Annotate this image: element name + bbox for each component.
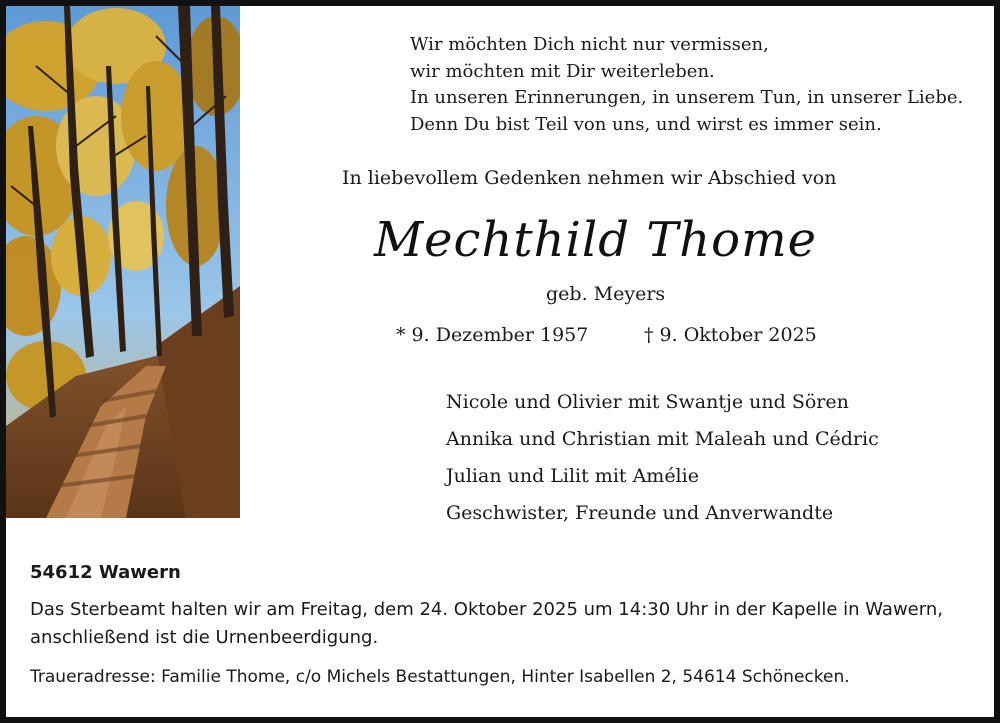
poem-line: In unseren Erinnerungen, in unserem Tun, in unserer Liebe. bbox=[410, 87, 964, 108]
death-date: † 9. Oktober 2025 bbox=[644, 324, 817, 346]
mourning-address: Traueradresse: Familie Thome, c/o Michels Bestattungen, Hinter Isabellen 2, 54614 Schönecken. bbox=[30, 667, 850, 687]
autumn-forest-photo bbox=[6, 6, 240, 518]
mourner-line: Annika und Christian mit Maleah und Cédric bbox=[446, 428, 879, 450]
funeral-details: Das Sterbeamt halten wir am Freitag, dem 24. Oktober 2025 um 14:30 Uhr in der Kapelle in Wawern, anschließend ist die Urnenbeerdigung. bbox=[30, 599, 943, 648]
poem-line: wir möchten mit Dir weiterleben. bbox=[410, 60, 715, 82]
intro-line: In liebevollem Gedenken nehmen wir Abschied von bbox=[342, 167, 837, 189]
place-heading: 54612 Wawern bbox=[30, 562, 181, 583]
mourner-line: Nicole und Olivier mit Swantje und Sören bbox=[446, 391, 849, 413]
mourner-line: Julian und Lilit mit Amélie bbox=[446, 465, 699, 487]
mourner-line: Geschwister, Freunde und Anverwandte bbox=[446, 502, 834, 524]
poem-line: Wir möchten Dich nicht nur vermissen, bbox=[410, 34, 769, 55]
memorial-poem bbox=[410, 32, 963, 138]
mourners-list bbox=[446, 384, 879, 532]
maiden-name: geb. Meyers bbox=[546, 283, 666, 305]
deceased-name: Mechthild Thome bbox=[374, 212, 817, 268]
birth-date: * 9. Dezember 1957 bbox=[396, 324, 589, 346]
poem-line: Denn Du bist Teil von uns, und wirst es immer sein. bbox=[410, 113, 882, 135]
